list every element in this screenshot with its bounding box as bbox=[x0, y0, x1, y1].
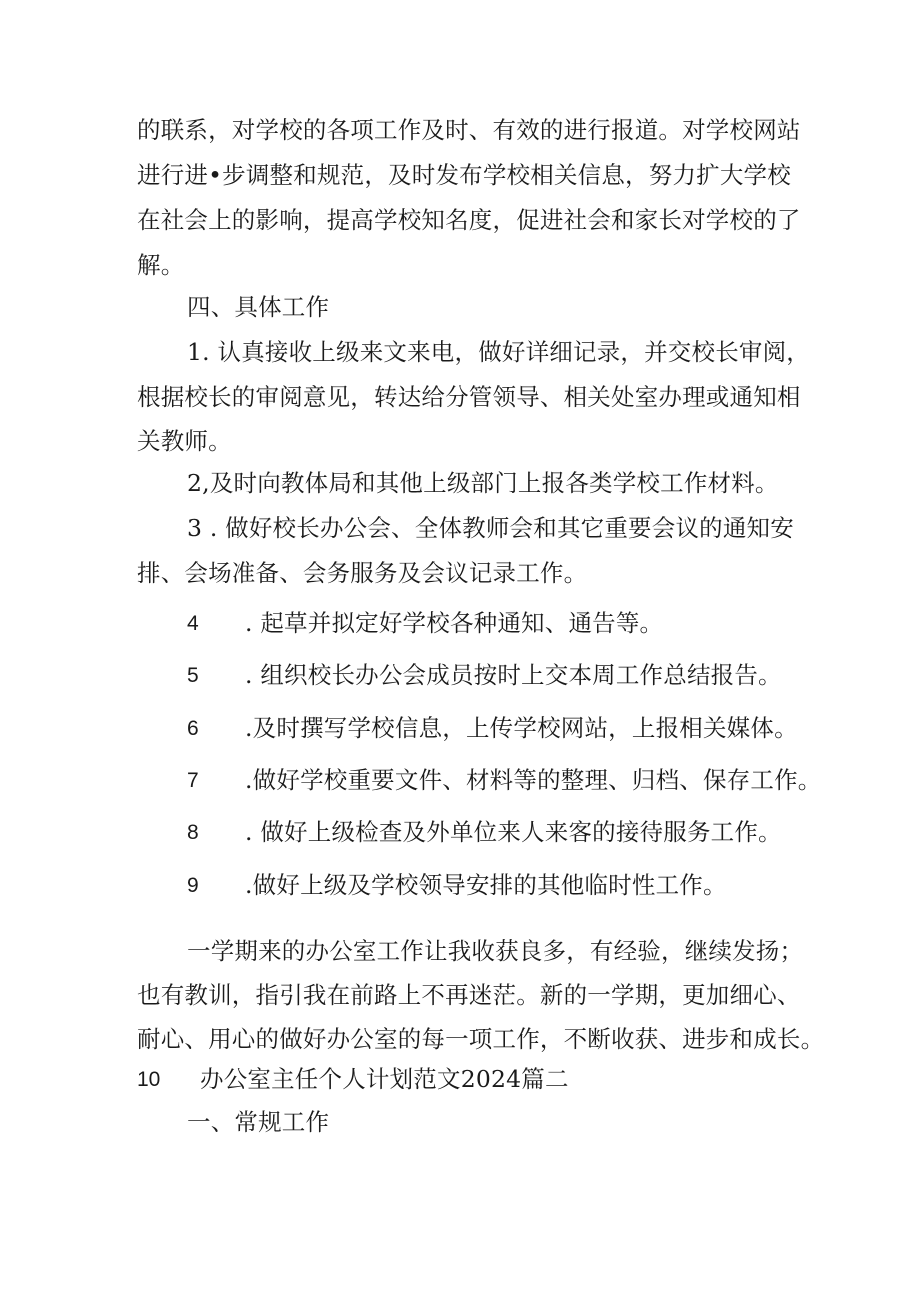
intro-line-3: 在社会上的影响，提高学校知名度，促进社会和家长对学校的了 bbox=[137, 206, 801, 234]
item-number: 6 bbox=[187, 717, 199, 740]
intro-line-1: 的联系，对学校的各项工作及时、有效的进行报道。对学校网站 bbox=[137, 116, 801, 144]
item-text: . 组织校长办公会成员按时上交本周工作总结报告。 bbox=[245, 661, 782, 689]
item-text: .做好学校重要文件、材料等的整理、归档、保存工作。 bbox=[245, 766, 822, 794]
item-number: 9 bbox=[187, 874, 199, 897]
item-1-line-2: 根据校长的审阅意见，转达给分管领导、相关处室办理或通知相 bbox=[137, 383, 801, 411]
item-number: 4 bbox=[187, 612, 199, 635]
section-heading-specific-work: 四、具体工作 bbox=[187, 293, 330, 321]
conclusion-line-1: 一学期来的办公室工作让我收获良多，有经验，继续发扬； bbox=[187, 937, 804, 965]
item-number: 8 bbox=[187, 821, 199, 844]
item-1-line-1: 1. 认真接收上级来文来电，做好详细记录，并交校长审阅， bbox=[187, 338, 810, 366]
item-3-line-2: 排、会场准备、会务服务及会议记录工作。 bbox=[137, 559, 588, 587]
item-number: 5 bbox=[187, 664, 199, 687]
section-heading-routine-work: 一、常规工作 bbox=[187, 1108, 330, 1136]
item-2: 2,及时向教体局和其他上级部门上报各类学校工作材料。 bbox=[187, 469, 779, 497]
item-1-line-3: 关教师。 bbox=[137, 427, 232, 455]
item-3-line-1: 3 . 做好校长办公会、全体教师会和其它重要会议的通知安 bbox=[187, 514, 794, 542]
item-text: . 起草并拟定好学校各种通知、通告等。 bbox=[245, 609, 664, 637]
item-text: . 做好上级检查及外单位来人来客的接待服务工作。 bbox=[245, 818, 782, 846]
conclusion-line-2: 也有教训，指引我在前路上不再迷茫。新的一学期，更加细心、 bbox=[137, 981, 801, 1009]
intro-line-4: 解。 bbox=[137, 251, 185, 279]
intro-line-2: 进行进•步调整和规范，及时发布学校相关信息，努力扩大学校 bbox=[137, 161, 791, 189]
conclusion-line-3: 耐心、用心的做好办公室的每一项工作，不断收获、进步和成长。 bbox=[137, 1025, 825, 1053]
title-number: 10 bbox=[137, 1068, 161, 1091]
article-title: 办公室主任个人计划范文2024篇二 bbox=[200, 1065, 569, 1093]
item-text: .及时撰写学校信息，上传学校网站，上报相关媒体。 bbox=[245, 714, 798, 742]
item-text: .做好上级及学校领导安排的其他临时性工作。 bbox=[245, 871, 727, 899]
item-number: 7 bbox=[187, 769, 199, 792]
